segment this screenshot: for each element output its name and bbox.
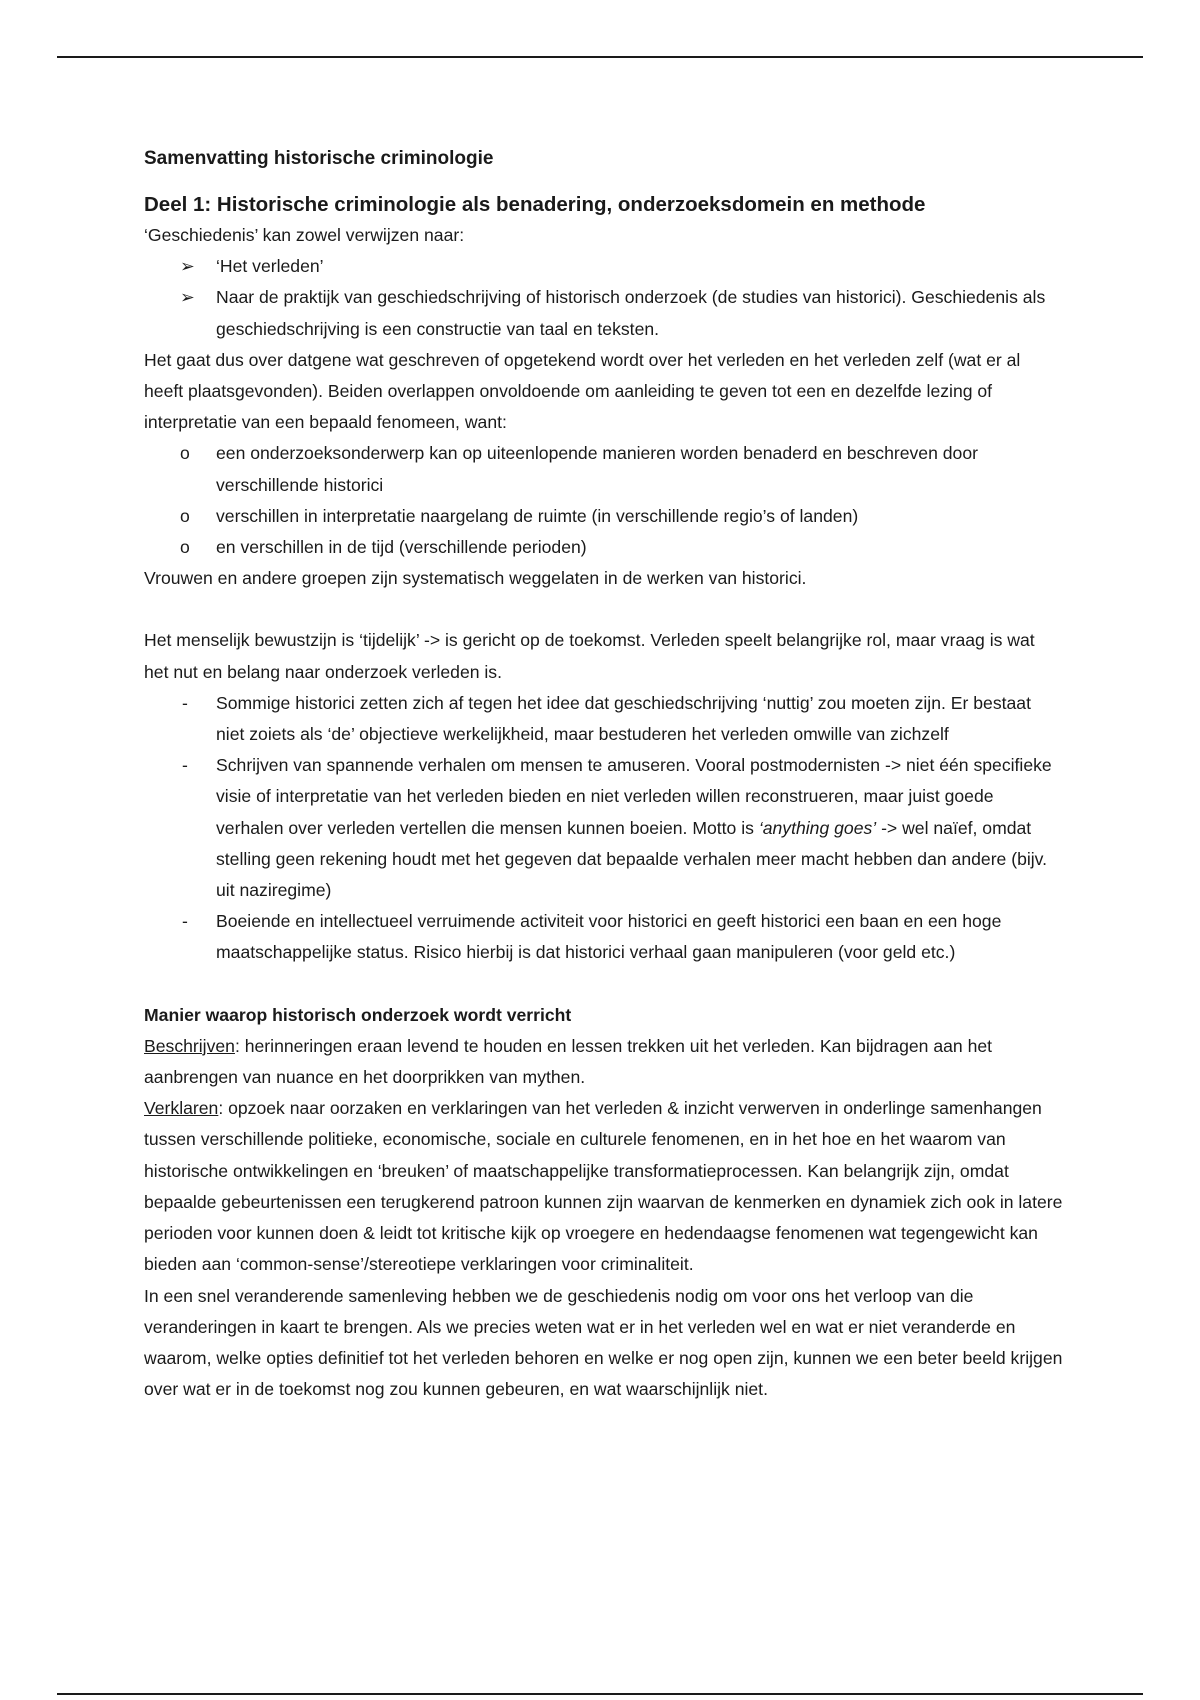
paragraph-describe xyxy=(144,1031,1064,1093)
list-item xyxy=(144,906,1064,968)
list-item xyxy=(144,688,1064,750)
blank-line xyxy=(144,594,1064,625)
footer-rule xyxy=(57,1693,1143,1695)
list-item-text: Sommige historici zetten zich af tegen het idee dat geschiedschrijving ‘nuttig’ zou moeten zijn. Er bestaat niet zoiets als ‘de’ objectieve werkelijkheid, maar bestuderen het verleden omwille van zichzelf xyxy=(216,692,1031,745)
paragraph-intro: ‘Geschiedenis’ kan zowel verwijzen naar: xyxy=(144,225,465,245)
list-item xyxy=(144,438,1064,500)
section-heading-manier: Manier waarop historisch onderzoek wordt verricht xyxy=(144,1004,572,1025)
list-item-text-part: -> wel naïef, omdat stelling geen rekening houdt met het gegeven dat bepaalde verhalen meer macht hebben dan andere (bijv. uit naziregime) xyxy=(216,817,1048,901)
italic-motto: ‘anything goes’ xyxy=(758,817,877,838)
paragraph-women: Vrouwen en andere groepen zijn systematisch weggelaten in de werken van historici. xyxy=(144,568,807,589)
list-item-text-part: Schrijven van spannende verhalen om mensen te amuseren. Vooral postmodernisten -> niet één specifieke visie of interpretatie van het verleden bieden en niet verleden willen reconstrueren, maar juist goede verhalen over verleden vertellen die mensen kunnen boeien. Motto is xyxy=(216,755,1052,838)
list-item-text: Naar de praktijk van geschiedschrijving of historisch onderzoek (de studies van historici). Geschiedenis als geschiedschrijving is een constructie van taal en teksten. xyxy=(216,287,1046,339)
header-rule xyxy=(57,56,1143,58)
list-item-text xyxy=(216,755,1052,900)
paragraph-awareness: Het menselijk bewustzijn is ‘tijdelijk’ -> is gericht op de toekomst. Verleden speelt belangrijke rol, maar vraag is wat het nut en belang naar onderzoek verleden is. xyxy=(144,630,1035,682)
circle-bullet-icon: o xyxy=(180,443,190,464)
list-item-text: ‘Het verleden’ xyxy=(216,256,324,277)
list-item xyxy=(144,251,1064,282)
section-heading-deel-1: Deel 1: Historische criminologie als benadering, onderzoeksdomein en methode xyxy=(144,193,926,216)
paragraph-explain-text: : opzoek naar oorzaken en verklaringen van het verleden & inzicht verwerven in onderlinge samenhangen tussen verschillende politieke, economische, sociale en culturele fenomenen, en in het hoe en het waarom van historische ontwikkelingen en ‘breuken’ of maatschappelijke transformatieprocessen. Kan belangrijk zijn, omdat bepaalde gebeurtenissen een terugkerend patroon kunnen zijn waarvan de kenmerken en dynamiek zich ook in latere perioden voor kunnen doen & leidt tot kritische kijk op vroegere en hedendaagse fenomenen wat tegengewicht kan bieden aan ‘common-sense’/stereotiepe verklaringen voor criminaliteit. xyxy=(144,1098,1063,1275)
arrow-bullet-list xyxy=(144,251,1064,345)
arrow-bullet-icon: ➢ xyxy=(180,256,195,277)
paragraph-change: In een snel veranderende samenleving hebben we de geschiedenis nodig om voor ons het verloop van die veranderingen in kaart te brengen. Als we precies weten wat er in het verleden wel en wat er niet veranderde en waarom, welke opties definitief tot het verleden behoren en welke er nog open zijn, kunnen we een beter beeld krijgen over wat er in de toekomst nog zou kunnen gebeuren, en wat waarschijnlijk niet. xyxy=(144,1285,1063,1400)
document-body xyxy=(144,140,1064,1405)
term-verklaren: Verklaren xyxy=(144,1098,219,1119)
paragraph-overlap: Het gaat dus over datgene wat geschreven of opgetekend wordt over het verleden en het verleden zelf (wat er al heeft plaatsgevonden). Beiden overlappen onvoldoende om aanleiding te geven tot een en dezelfde lezing of interpretatie van een bepaald fenomeen, want: xyxy=(144,349,1021,433)
circle-bullet-icon: o xyxy=(180,505,190,526)
paragraph-describe-text: : herinneringen eraan levend te houden en lessen trekken uit het verleden. Kan bijdragen aan het aanbrengen van nuance en het doorprikken van mythen. xyxy=(144,1035,993,1088)
circle-bullet-list xyxy=(144,438,1064,563)
list-item-text: en verschillen in de tijd (verschillende perioden) xyxy=(216,537,587,558)
document-title: Samenvatting historische criminologie xyxy=(144,148,494,169)
dash-bullet-list xyxy=(144,688,1064,969)
blank-line xyxy=(144,969,1064,1000)
list-item xyxy=(144,750,1064,906)
arrow-bullet-icon: ➢ xyxy=(180,287,195,308)
list-item xyxy=(144,501,1064,532)
list-item-text: Boeiende en intellectueel verruimende activiteit voor historici en geeft historici een baan en een hoge maatschappelijke status. Risico hierbij is dat historici verhaal gaan manipuleren (voor geld etc.) xyxy=(216,911,1002,963)
dash-bullet-icon: - xyxy=(182,692,188,713)
dash-bullet-icon: - xyxy=(182,911,188,932)
circle-bullet-icon: o xyxy=(180,537,190,558)
dash-bullet-icon: - xyxy=(182,755,188,776)
list-item xyxy=(144,282,1064,344)
list-item-text: een onderzoeksonderwerp kan op uiteenlopende manieren worden benaderd en beschreven door verschillende historici xyxy=(216,443,978,495)
term-beschrijven: Beschrijven xyxy=(144,1035,235,1056)
paragraph-explain xyxy=(144,1093,1064,1280)
list-item xyxy=(144,532,1064,563)
list-item-text: verschillen in interpretatie naargelang de ruimte (in verschillende regio’s of landen) xyxy=(216,505,859,526)
